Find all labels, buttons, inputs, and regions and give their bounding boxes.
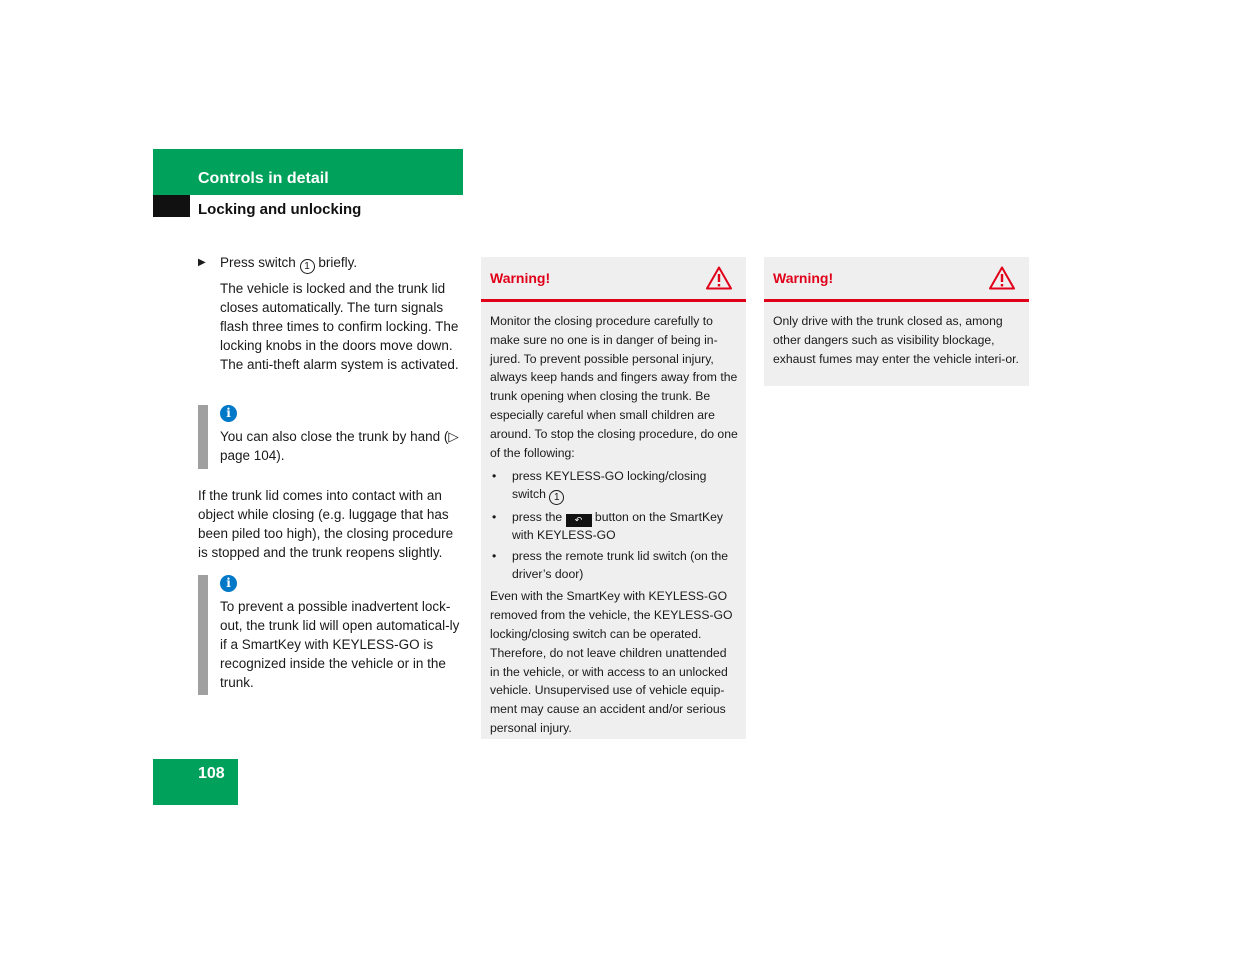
warning-box <box>481 257 746 739</box>
trunk-button-icon: ↶ <box>566 514 592 527</box>
step-suffix: briefly. <box>318 255 358 270</box>
step-result: The vehicle is locked and the trunk lid closes automatically. The turn signals flash three times to confirm locking. The locking knobs in the doors move down. The anti-theft alarm system is activated. <box>220 281 459 372</box>
list-item-text: press the remote trunk lid switch (on the driver’s door) <box>512 549 729 581</box>
info-icon: i <box>220 405 237 422</box>
warning-header <box>764 257 1029 302</box>
info-note <box>198 575 468 695</box>
list-item <box>490 548 738 583</box>
info-note-text: To prevent a possible inadvertent lock-out, the trunk lid will open automatical-ly if a SmartKey with KEYLESS-GO is recognized inside the vehicle or in the trunk. <box>220 599 460 690</box>
switch-number-badge: 1 <box>300 259 315 274</box>
warning-list <box>490 468 738 583</box>
step-text: Press switch <box>220 255 296 270</box>
step-arrow-icon: ▶ <box>198 257 206 268</box>
warning-outro: Even with the SmartKey with KEYLESS-GO removed from the vehicle, the KEYLESS-GO locking/closing switch can be operated. Therefore, do not leave children unattended in the vehicle, or with access to an unlocked vehicle. Unsupervised use of vehicle equip-ment may cause an accident and/or serious personal injury. <box>490 589 733 735</box>
warning-body <box>490 312 738 738</box>
section-title: Controls in detail <box>198 170 329 187</box>
warning-text: Only drive with the trunk closed as, among other dangers such as visibility blockage, exhaust fumes may enter the vehicle interi-or. <box>773 314 1019 366</box>
warning-triangle-icon <box>989 266 1015 290</box>
subsection-title: Locking and unlocking <box>198 201 362 218</box>
note-bar <box>198 575 208 695</box>
warning-label: Warning! <box>490 270 551 286</box>
info-note-text: You can also close the trunk by hand (▷ page 104). <box>220 429 459 463</box>
info-note <box>198 405 468 469</box>
page-number: 108 <box>198 765 225 782</box>
warning-box <box>764 257 1029 386</box>
list-item-text: button on the SmartKey with KEYLESS-GO <box>512 509 723 542</box>
switch-number-badge: 1 <box>549 490 564 505</box>
list-item-text: press the <box>512 509 563 524</box>
warning-header <box>481 257 746 302</box>
warning-label: Warning! <box>773 270 834 286</box>
subsection-marker <box>153 195 190 217</box>
warning-triangle-icon <box>706 266 732 290</box>
body-paragraph: If the trunk lid comes into contact with an object while closing (e.g. luggage that has been piled too high), the closing procedure is stopped and the trunk reopens slightly. <box>198 488 454 560</box>
note-bar <box>198 405 208 469</box>
info-icon: i <box>220 575 237 592</box>
list-item-text: press KEYLESS-GO locking/closing switch <box>512 469 707 501</box>
list-item <box>490 468 738 505</box>
warning-intro: Monitor the closing procedure carefully to make sure no one is in danger of being in-jured. To prevent possible personal injury, always keep hands and fingers away from the trunk opening when closing the trunk. Be especially careful when small children are around. To stop the closing procedure, do one of the following: <box>490 314 738 460</box>
page-number-box <box>153 759 238 805</box>
list-item <box>490 509 738 545</box>
